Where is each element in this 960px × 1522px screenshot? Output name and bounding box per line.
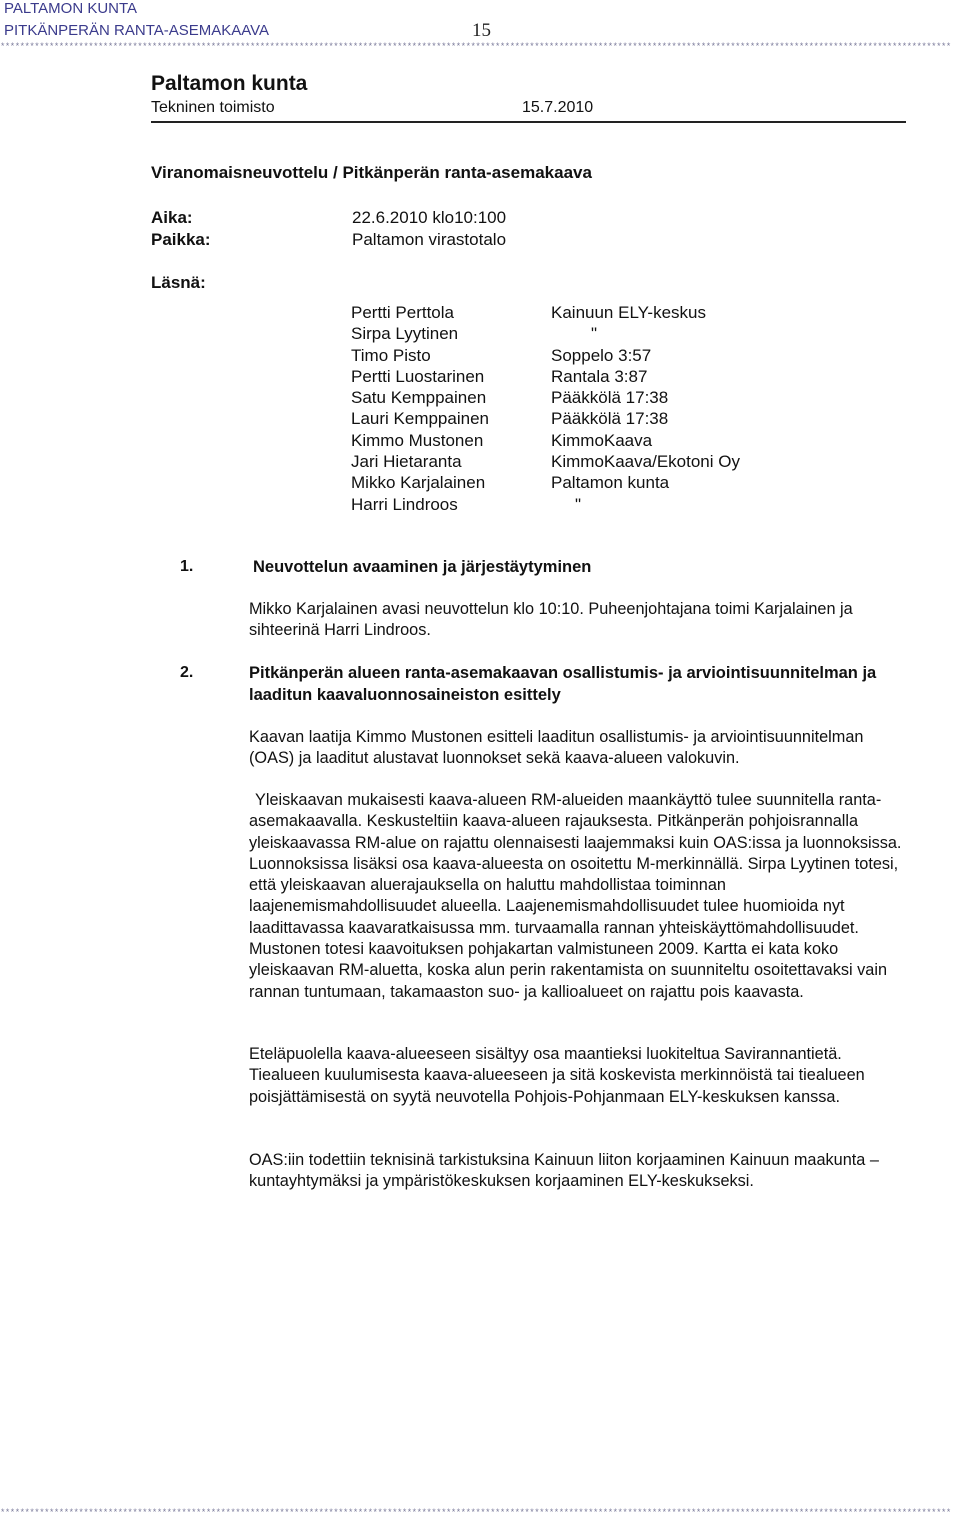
time-label: Aika: xyxy=(151,208,193,227)
place-value: Paltamon virastotalo xyxy=(352,230,507,249)
attendee-name: Harri Lindroos xyxy=(351,494,458,514)
attendee-name: Lauri Kemppainen xyxy=(351,409,489,429)
section-number: 2. xyxy=(180,664,194,681)
attendee-org: " xyxy=(591,324,598,344)
attendee-org: " xyxy=(575,494,582,514)
attendee-name: Mikko Karjalainen xyxy=(351,473,486,493)
footer-divider: ************************************************************************************************************************************************************************************************** xyxy=(0,1508,951,1518)
attendee-names xyxy=(351,302,489,515)
attendee-name: Jari Hietaranta xyxy=(351,452,462,472)
letterhead-rule xyxy=(151,121,906,123)
letterhead-date: 15.7.2010 xyxy=(522,99,594,116)
section-paragraph: OAS:iin todettiin teknisinä tarkistuksina Kainuun liiton korjaaminen Kainuun maakunta – kuntayhtymäksi ja ympäristökeskuksen korjaaminen ELY-keskukseksi. xyxy=(249,1151,879,1191)
page-number: 15 xyxy=(472,20,491,41)
attendee-name: Pertti Perttola xyxy=(351,303,454,322)
section-paragraph: Kaavan laatija Kimmo Mustonen esitteli laaditun osallistumis- ja arviointisuunnitelman (OAS) ja laaditut alustavat luonnokset sekä kaava-alueen valokuvin. xyxy=(249,728,864,768)
section-paragraph: Eteläpuolella kaava-alueeseen sisältyy osa maantieksi luokiteltua Savirannantietä. Tiealueen kuulumisesta kaava-alueeseen ja sitä koskevista merkinnöistä tai tiealueen poisjättämisestä on syytä neuvotella Pohjois-Pohjanmaan ELY-keskuksen kanssa. xyxy=(249,1045,865,1106)
running-header-org: PALTAMON KUNTA xyxy=(4,0,138,17)
attendee-name: Kimmo Mustonen xyxy=(351,430,484,450)
attendee-org: Kainuun ELY-keskus xyxy=(551,303,706,322)
time-value: 22.6.2010 klo10:100 xyxy=(352,208,507,227)
attendee-name: Pertti Luostarinen xyxy=(351,366,485,386)
attendee-org: Pääkkölä 17:38 xyxy=(551,409,669,429)
letterhead-dept: Tekninen toimisto xyxy=(151,99,275,116)
attendee-org: Soppelo 3:57 xyxy=(551,345,652,365)
section-paragraph: Mikko Karjalainen avasi neuvottelun klo 10:10. Puheenjohtajana toimi Karjalainen ja sihteerinä Harri Lindroos. xyxy=(249,600,853,640)
header-divider: ************************************************************************************************************************************************************************************************** xyxy=(0,42,951,52)
attendee-org: KimmoKaava/Ekotoni Oy xyxy=(551,452,740,472)
attendee-org: Pääkkölä 17:38 xyxy=(551,388,669,408)
document-title: Viranomaisneuvottelu / Pitkänperän ranta-asemakaava xyxy=(151,163,592,182)
section-heading: Pitkänperän alueen ranta-asemakaavan osallistumis- ja arviointisuunnitelman ja laaditun kaavaluonnosaineiston esittely xyxy=(249,664,877,704)
attendee-org: Paltamon kunta xyxy=(551,473,670,493)
attendee-org: KimmoKaava xyxy=(551,430,653,450)
attendee-orgs xyxy=(551,302,740,515)
present-label: Läsnä: xyxy=(151,273,206,292)
section-paragraph: Yleiskaavan mukaisesti kaava-alueen RM-alueiden maankäyttö tulee suunnitella ranta-asemakaavalla. Keskusteltiin kaava-alueen rajauksesta. Pitkänperän pohjoisrannalla yleiskaavassa RM-alue on rajattu olennaisesti laajemmaksi kuin OAS:issa ja luonnoksissa. Luonnoksissa lisäksi osa kaava-alueesta on osoitettu M-merkinnällä. Sirpa Lyytinen totesi, että yleiskaavan aluerajauksella on haluttu mahdollistaa toiminnan laajenemismahdollisuudet alueella. Laajenemismahdollisuudet tulee huomioida nyt laadittavassa kaavaratkaisussa mm. turvaamalla rannan yhteiskäyttömahdollisuudet. Mustonen totesi kaavoituksen pohjakartan valmistuneen 2009. Kartta ei kata koko yleiskaavan RM-aluetta, koska alun perin rakentamista on suunniteltu osoitettavaksi vain rannan tuntumaan, takamaaston suo- ja kallioalueet on rajattu pois kaavasta. xyxy=(249,791,902,1001)
section-heading: Neuvottelun avaaminen ja järjestäytyminen xyxy=(253,558,592,576)
attendee-name: Satu Kemppainen xyxy=(351,388,487,408)
attendee-org: Rantala 3:87 xyxy=(551,366,648,386)
place-label: Paikka: xyxy=(151,230,211,249)
running-header-project: PITKÄNPERÄN RANTA-ASEMAKAAVA xyxy=(4,22,270,39)
attendee-name: Timo Pisto xyxy=(351,345,431,365)
section-number: 1. xyxy=(180,558,194,575)
attendee-name: Sirpa Lyytinen xyxy=(351,324,459,344)
letterhead-org: Paltamon kunta xyxy=(151,72,308,95)
